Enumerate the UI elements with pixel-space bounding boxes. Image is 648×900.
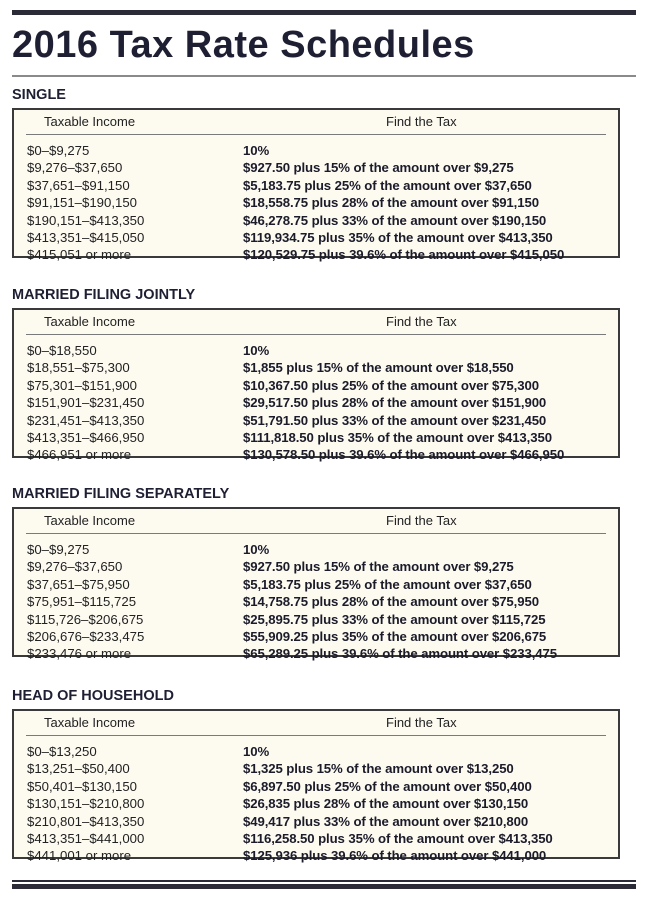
table-row xyxy=(14,212,618,229)
table-row xyxy=(14,611,618,628)
table-row xyxy=(14,359,618,376)
income-cell: $18,551–$75,300 xyxy=(27,360,130,376)
section-heading: MARRIED FILING SEPARATELY xyxy=(12,486,230,502)
column-header-income: Taxable Income xyxy=(44,715,136,730)
tax-cell: 10% xyxy=(243,143,270,158)
tax-cell: $26,835 plus 28% of the amount over $130,150 xyxy=(243,796,529,812)
section-heading: SINGLE xyxy=(12,87,66,103)
column-header-tax: Find the Tax xyxy=(386,513,457,528)
header-divider xyxy=(26,533,606,534)
table-row xyxy=(14,778,618,795)
table-row xyxy=(14,760,618,777)
table-row xyxy=(14,813,618,830)
table-row xyxy=(14,342,618,359)
tax-cell: $29,517.50 plus 28% of the amount over $151,900 xyxy=(243,395,547,411)
header-divider xyxy=(26,134,606,135)
header-divider xyxy=(26,334,606,335)
tax-cell: $116,258.50 plus 35% of the amount over $413,350 xyxy=(243,830,553,846)
income-cell: $151,901–$231,450 xyxy=(27,395,145,411)
table-row xyxy=(14,743,618,760)
tax-cell: $51,791.50 plus 33% of the amount over $231,450 xyxy=(243,412,547,428)
table-row xyxy=(14,593,618,610)
income-cell: $441,001 or more xyxy=(27,848,132,864)
tax-cell: $111,818.50 plus 35% of the amount over $413,350 xyxy=(243,429,552,445)
income-cell: $413,351–$441,000 xyxy=(27,830,145,846)
income-cell: $210,801–$413,350 xyxy=(27,813,145,829)
table-row xyxy=(14,394,618,411)
income-cell: $0–$13,250 xyxy=(27,744,97,759)
section-heading: HEAD OF HOUSEHOLD xyxy=(12,688,174,704)
top-rule xyxy=(12,10,636,15)
page-title: 2016 Tax Rate Schedules xyxy=(12,24,475,66)
table-body xyxy=(14,541,618,663)
table-row xyxy=(14,194,618,211)
tax-cell: 10% xyxy=(243,542,270,557)
income-cell: $91,151–$190,150 xyxy=(27,195,138,211)
tax-cell: $49,417 plus 33% of the amount over $210,800 xyxy=(243,813,529,829)
tax-cell: $130,578.50 plus 39.6% of the amount over $466,950 xyxy=(243,447,565,463)
table-row xyxy=(14,795,618,812)
income-cell: $231,451–$413,350 xyxy=(27,412,145,428)
tax-cell: $55,909.25 plus 35% of the amount over $206,675 xyxy=(243,628,547,644)
income-cell: $413,351–$415,050 xyxy=(27,229,145,245)
tax-cell: 10% xyxy=(243,343,270,358)
column-header-income: Taxable Income xyxy=(44,513,136,528)
tax-cell: $120,529.75 plus 39.6% of the amount over $415,050 xyxy=(243,247,565,263)
income-cell: $37,651–$91,150 xyxy=(27,177,130,193)
table-row xyxy=(14,229,618,246)
column-header-tax: Find the Tax xyxy=(386,114,457,129)
schedule-table xyxy=(12,709,620,864)
income-cell: $0–$9,275 xyxy=(27,143,90,158)
income-cell: $233,476 or more xyxy=(27,646,132,662)
table-row xyxy=(14,246,618,263)
table-row xyxy=(14,576,618,593)
title-divider xyxy=(12,75,636,77)
column-header-tax: Find the Tax xyxy=(386,715,457,730)
tax-cell: $18,558.75 plus 28% of the amount over $91,150 xyxy=(243,195,539,211)
table-row xyxy=(14,377,618,394)
tax-cell: $46,278.75 plus 33% of the amount over $190,150 xyxy=(243,212,547,228)
table-row xyxy=(14,558,618,575)
income-cell: $466,951 or more xyxy=(27,447,132,463)
income-cell: $13,251–$50,400 xyxy=(27,761,130,777)
income-cell: $415,051 or more xyxy=(27,247,132,263)
table-row xyxy=(14,412,618,429)
income-cell: $130,151–$210,800 xyxy=(27,796,145,812)
column-header-tax: Find the Tax xyxy=(386,314,457,329)
bottom-rule xyxy=(12,884,636,889)
header-divider xyxy=(26,735,606,736)
table-body xyxy=(14,342,618,464)
schedule-table xyxy=(12,507,620,662)
table-row xyxy=(14,830,618,847)
income-cell: $9,276–$37,650 xyxy=(27,160,123,176)
tax-cell: $14,758.75 plus 28% of the amount over $75,950 xyxy=(243,594,539,610)
tax-cell: $927.50 plus 15% of the amount over $9,275 xyxy=(243,559,514,575)
table-row xyxy=(14,159,618,176)
section-heading: MARRIED FILING JOINTLY xyxy=(12,287,196,303)
column-header-income: Taxable Income xyxy=(44,114,136,129)
table-row xyxy=(14,446,618,463)
income-cell: $0–$9,275 xyxy=(27,542,90,557)
tax-cell: $927.50 plus 15% of the amount over $9,275 xyxy=(243,160,514,176)
income-cell: $206,676–$233,475 xyxy=(27,628,145,644)
bottom-rule xyxy=(12,880,636,882)
table-row xyxy=(14,847,618,864)
table-row xyxy=(14,541,618,558)
income-cell: $37,651–$75,950 xyxy=(27,576,130,592)
income-cell: $190,151–$413,350 xyxy=(27,212,145,228)
tax-cell: 10% xyxy=(243,744,270,759)
tax-cell: $1,325 plus 15% of the amount over $13,250 xyxy=(243,761,514,777)
table-body xyxy=(14,142,618,264)
tax-cell: $5,183.75 plus 25% of the amount over $37,650 xyxy=(243,177,532,193)
tax-cell: $10,367.50 plus 25% of the amount over $75,300 xyxy=(243,377,539,393)
tax-cell: $25,895.75 plus 33% of the amount over $115,725 xyxy=(243,611,546,627)
table-body xyxy=(14,743,618,865)
tax-cell: $65,289.25 plus 39.6% of the amount over $233,475 xyxy=(243,646,557,662)
tax-cell: $125,936 plus 39.6% of the amount over $441,000 xyxy=(243,848,547,864)
schedule-table xyxy=(12,308,620,463)
table-row xyxy=(14,645,618,662)
table-row xyxy=(14,142,618,159)
tax-cell: $5,183.75 plus 25% of the amount over $37,650 xyxy=(243,576,532,592)
column-header-income: Taxable Income xyxy=(44,314,136,329)
tax-cell: $119,934.75 plus 35% of the amount over $413,350 xyxy=(243,229,553,245)
income-cell: $115,726–$206,675 xyxy=(27,611,144,627)
table-row xyxy=(14,429,618,446)
income-cell: $0–$18,550 xyxy=(27,343,97,358)
income-cell: $9,276–$37,650 xyxy=(27,559,123,575)
income-cell: $75,301–$151,900 xyxy=(27,377,138,393)
tax-cell: $1,855 plus 15% of the amount over $18,550 xyxy=(243,360,514,376)
income-cell: $75,951–$115,725 xyxy=(27,594,137,610)
table-row xyxy=(14,628,618,645)
income-cell: $50,401–$130,150 xyxy=(27,778,138,794)
income-cell: $413,351–$466,950 xyxy=(27,429,145,445)
tax-cell: $6,897.50 plus 25% of the amount over $50,400 xyxy=(243,778,532,794)
schedule-table xyxy=(12,108,620,263)
table-row xyxy=(14,177,618,194)
